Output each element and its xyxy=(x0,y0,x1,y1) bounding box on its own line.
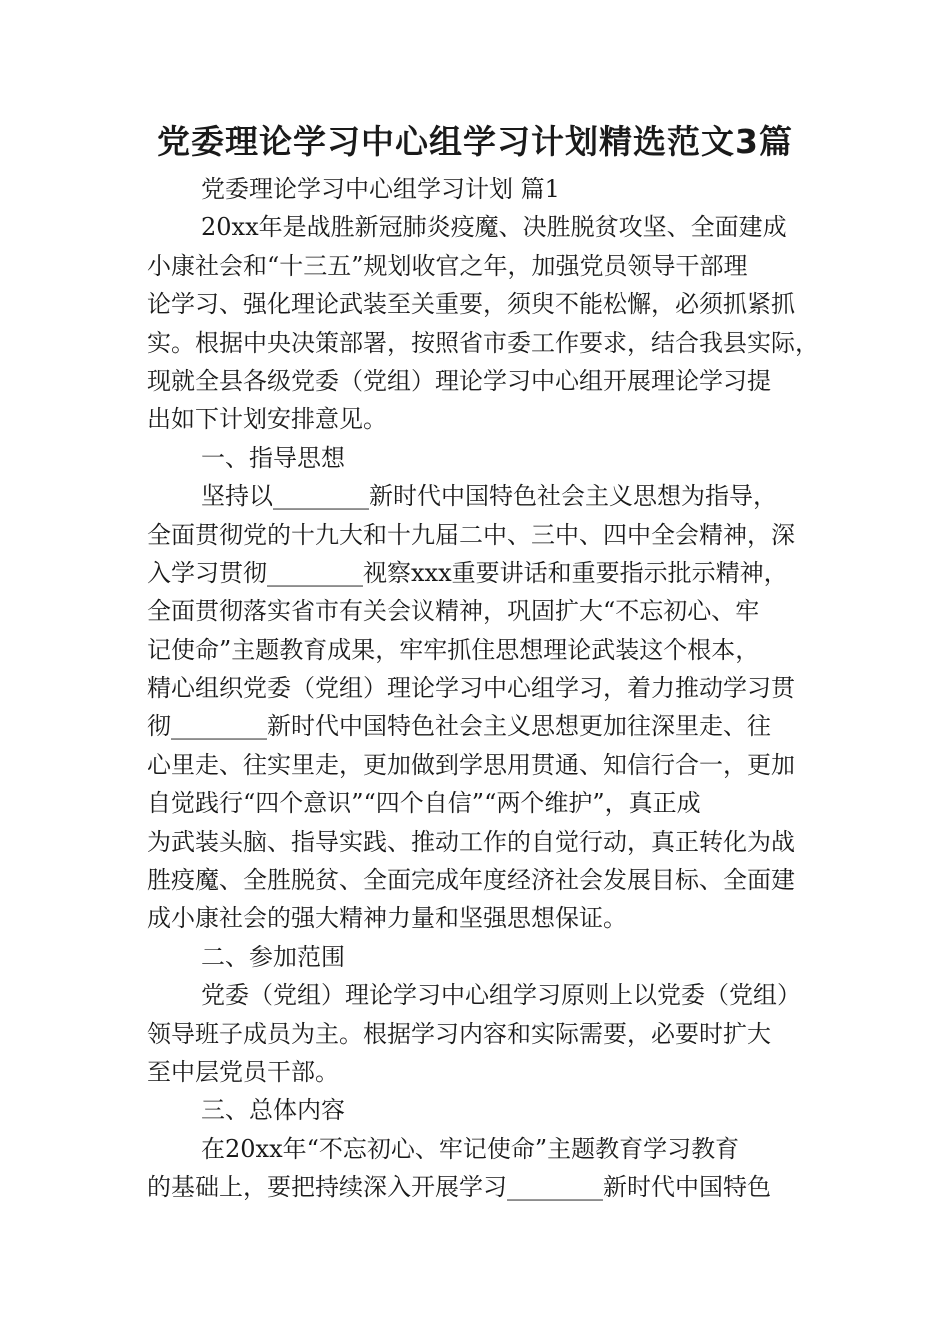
text-line: 党委（党组）理论学习中心组学习原则上以党委（党组） xyxy=(201,981,801,1010)
text-line: 论学习、强化理论武装至关重要，须臾不能松懈，必须抓紧抓 xyxy=(147,290,795,319)
text-line: 领导班子成员为主。根据学习内容和实际需要，必要时扩大 xyxy=(147,1019,771,1048)
text-line: 彻________新时代中国特色社会主义思想更加往深里走、往 xyxy=(147,712,771,741)
text-line: 二、参加范围 xyxy=(201,942,345,971)
text-line: 记使命”主题教育成果，牢牢抓住思想理论武装这个根本， xyxy=(147,635,760,664)
text-line: 胜疫魔、全胜脱贫、全面完成年度经济社会发展目标、全面建 xyxy=(147,866,795,895)
text-line: 精心组织党委（党组）理论学习中心组学习，着力推动学习贯 xyxy=(147,674,795,703)
text-line: 全面贯彻党的十九大和十九届二中、三中、四中全会精神，深 xyxy=(147,520,795,549)
text-line: 在20xx年“不忘初心、牢记使命”主题教育学习教育 xyxy=(201,1134,740,1163)
document-title: 党委理论学习中心组学习计划精选范文3篇 xyxy=(157,122,793,161)
text-line: 入学习贯彻________视察xxx重要讲话和重要指示批示精神， xyxy=(147,558,788,587)
document-body xyxy=(147,170,819,1207)
text-line: 自觉践行“四个意识”“四个自信”“两个维护”，真正成 xyxy=(147,789,701,818)
text-line: 20xx年是战胜新冠肺炎疫魔、决胜脱贫攻坚、全面建成 xyxy=(201,213,787,242)
text-line: 至中层党员干部。 xyxy=(147,1057,339,1086)
text-line: 小康社会和“十三五”规划收官之年，加强党员领导干部理 xyxy=(147,251,748,280)
text-line: 现就全县各级党委（党组）理论学习中心组开展理论学习提 xyxy=(147,366,771,395)
text-line: 三、总体内容 xyxy=(201,1096,345,1125)
text-line: 的基础上，要把持续深入开展学习________新时代中国特色 xyxy=(147,1173,771,1202)
text-line: 成小康社会的强大精神力量和坚强思想保证。 xyxy=(147,904,627,933)
text-line: 党委理论学习中心组学习计划 篇1 xyxy=(201,175,560,203)
text-line: 全面贯彻落实省市有关会议精神，巩固扩大“不忘初心、牢 xyxy=(147,597,760,626)
text-line: 出如下计划安排意见。 xyxy=(147,405,387,434)
text-line: 实。根据中央决策部署，按照省市委工作要求，结合我县实际， xyxy=(147,328,819,357)
text-line: 为武装头脑、指导实践、推动工作的自觉行动，真正转化为战 xyxy=(147,827,795,856)
text-line: 坚持以________新时代中国特色社会主义思想为指导， xyxy=(201,482,777,511)
text-line: 一、指导思想 xyxy=(201,443,345,472)
text-line: 心里走、往实里走，更加做到学思用贯通、知信行合一，更加 xyxy=(147,750,795,779)
